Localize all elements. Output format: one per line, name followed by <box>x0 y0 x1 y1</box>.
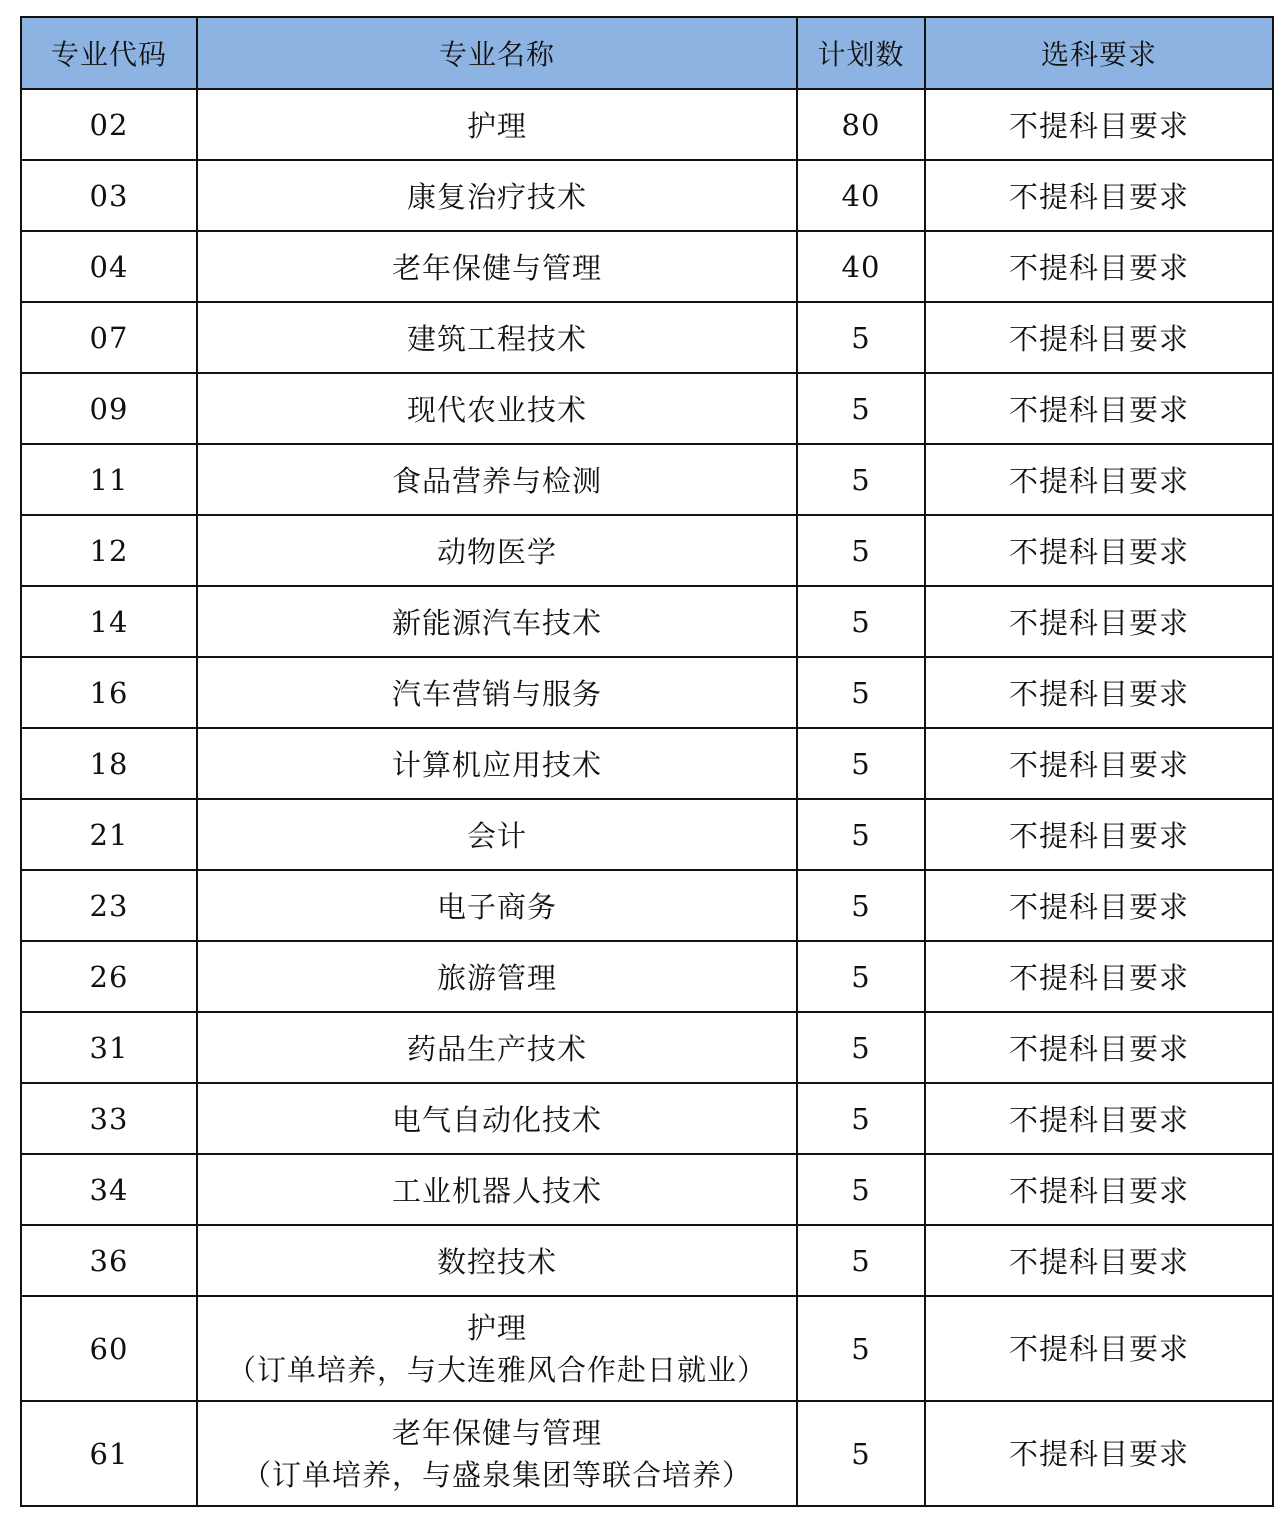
table-row <box>21 1401 1273 1506</box>
major-name: 汽车营销与服务 <box>391 677 602 711</box>
header-major-name: 专业名称 <box>197 17 797 89</box>
major-name: 护理 <box>466 109 527 143</box>
subject-requirement-cell: 不提科目要求 <box>925 373 1273 444</box>
plan-count-cell: 5 <box>797 1083 925 1154</box>
major-code-cell: 60 <box>21 1296 197 1401</box>
major-code-cell: 61 <box>21 1401 197 1506</box>
plan-count-cell: 5 <box>797 515 925 586</box>
table-row <box>21 1083 1273 1154</box>
major-name: 电子商务 <box>436 890 557 924</box>
plan-count-cell: 5 <box>797 444 925 515</box>
subject-requirement-cell: 不提科目要求 <box>925 89 1273 160</box>
enrollment-plan-table-container <box>20 16 1272 1507</box>
major-code-cell: 09 <box>21 373 197 444</box>
major-code-cell: 16 <box>21 657 197 728</box>
table-row <box>21 1012 1273 1083</box>
plan-count-cell: 5 <box>797 1296 925 1401</box>
table-row <box>21 373 1273 444</box>
subject-requirement-cell: 不提科目要求 <box>925 1225 1273 1296</box>
major-name: 现代农业技术 <box>406 393 587 427</box>
table-body <box>21 89 1273 1506</box>
major-code-cell: 02 <box>21 89 197 160</box>
major-code-cell: 21 <box>21 799 197 870</box>
major-name: 电气自动化技术 <box>391 1103 602 1137</box>
table-row <box>21 160 1273 231</box>
table-row <box>21 586 1273 657</box>
subject-requirement-cell: 不提科目要求 <box>925 1401 1273 1506</box>
major-code-cell: 14 <box>21 586 197 657</box>
table-row <box>21 870 1273 941</box>
subject-requirement-cell: 不提科目要求 <box>925 870 1273 941</box>
plan-count-cell: 5 <box>797 870 925 941</box>
major-name-cell <box>197 586 797 657</box>
major-name: 旅游管理 <box>436 961 557 995</box>
major-name-cell <box>197 444 797 515</box>
major-code-cell: 23 <box>21 870 197 941</box>
plan-count-cell: 5 <box>797 586 925 657</box>
enrollment-plan-table <box>20 16 1274 1507</box>
major-code-cell: 07 <box>21 302 197 373</box>
plan-count-cell: 40 <box>797 231 925 302</box>
table-row <box>21 302 1273 373</box>
plan-count-cell: 5 <box>797 373 925 444</box>
major-name-cell <box>197 941 797 1012</box>
major-name-cell <box>197 515 797 586</box>
header-plan-count: 计划数 <box>797 17 925 89</box>
plan-count-cell: 5 <box>797 1401 925 1506</box>
major-code-cell: 34 <box>21 1154 197 1225</box>
major-name-cell <box>197 728 797 799</box>
plan-count-cell: 80 <box>797 89 925 160</box>
major-code-cell: 03 <box>21 160 197 231</box>
major-name-cell <box>197 1083 797 1154</box>
major-name: 老年保健与管理 <box>391 1415 602 1450</box>
major-name-cell <box>197 302 797 373</box>
subject-requirement-cell: 不提科目要求 <box>925 302 1273 373</box>
major-name-cell <box>197 231 797 302</box>
major-name-cell <box>197 657 797 728</box>
table-row <box>21 231 1273 302</box>
major-name-cell <box>197 799 797 870</box>
major-name-cell <box>197 1154 797 1225</box>
plan-count-cell: 5 <box>797 1154 925 1225</box>
major-name: 建筑工程技术 <box>406 322 587 356</box>
major-name: 食品营养与检测 <box>391 464 602 498</box>
subject-requirement-cell: 不提科目要求 <box>925 1296 1273 1401</box>
major-name: 动物医学 <box>436 535 557 569</box>
major-name-note: （订单培养，与大连雅风合作赴日就业） <box>226 1352 767 1387</box>
table-row <box>21 1225 1273 1296</box>
major-name: 数控技术 <box>436 1245 557 1279</box>
subject-requirement-cell: 不提科目要求 <box>925 515 1273 586</box>
plan-count-cell: 5 <box>797 1225 925 1296</box>
plan-count-cell: 5 <box>797 1012 925 1083</box>
major-code-cell: 18 <box>21 728 197 799</box>
subject-requirement-cell: 不提科目要求 <box>925 586 1273 657</box>
table-row <box>21 941 1273 1012</box>
subject-requirement-cell: 不提科目要求 <box>925 728 1273 799</box>
table-row <box>21 657 1273 728</box>
subject-requirement-cell: 不提科目要求 <box>925 1083 1273 1154</box>
major-code-cell: 31 <box>21 1012 197 1083</box>
major-name-cell <box>197 870 797 941</box>
table-row <box>21 1154 1273 1225</box>
major-name: 康复治疗技术 <box>406 180 587 214</box>
subject-requirement-cell: 不提科目要求 <box>925 231 1273 302</box>
plan-count-cell: 5 <box>797 941 925 1012</box>
major-code-cell: 36 <box>21 1225 197 1296</box>
subject-requirement-cell: 不提科目要求 <box>925 160 1273 231</box>
major-code-cell: 12 <box>21 515 197 586</box>
major-code-cell: 04 <box>21 231 197 302</box>
table-row <box>21 799 1273 870</box>
major-name-cell <box>197 1225 797 1296</box>
header-subject-requirement: 选科要求 <box>925 17 1273 89</box>
plan-count-cell: 5 <box>797 799 925 870</box>
major-name: 老年保健与管理 <box>391 251 602 285</box>
table-row <box>21 444 1273 515</box>
plan-count-cell: 5 <box>797 657 925 728</box>
major-name-note: （订单培养，与盛泉集团等联合培养） <box>241 1457 752 1492</box>
subject-requirement-cell: 不提科目要求 <box>925 444 1273 515</box>
plan-count-cell: 5 <box>797 302 925 373</box>
major-name: 工业机器人技术 <box>391 1174 602 1208</box>
major-name-cell <box>197 373 797 444</box>
major-name-cell <box>197 160 797 231</box>
major-name-cell <box>197 1012 797 1083</box>
major-name: 会计 <box>466 819 527 853</box>
major-name: 新能源汽车技术 <box>391 606 602 640</box>
subject-requirement-cell: 不提科目要求 <box>925 1012 1273 1083</box>
subject-requirement-cell: 不提科目要求 <box>925 941 1273 1012</box>
subject-requirement-cell: 不提科目要求 <box>925 657 1273 728</box>
major-name-cell <box>197 1401 797 1506</box>
major-name: 计算机应用技术 <box>391 748 602 782</box>
major-name: 药品生产技术 <box>406 1032 587 1066</box>
major-code-cell: 11 <box>21 444 197 515</box>
table-header <box>21 17 1273 89</box>
major-name: 护理 <box>466 1310 527 1345</box>
major-name-cell <box>197 89 797 160</box>
subject-requirement-cell: 不提科目要求 <box>925 1154 1273 1225</box>
subject-requirement-cell: 不提科目要求 <box>925 799 1273 870</box>
table-row <box>21 728 1273 799</box>
major-code-cell: 26 <box>21 941 197 1012</box>
table-row <box>21 515 1273 586</box>
table-row <box>21 89 1273 160</box>
header-major-code: 专业代码 <box>21 17 197 89</box>
table-row <box>21 1296 1273 1401</box>
major-name-cell <box>197 1296 797 1401</box>
plan-count-cell: 40 <box>797 160 925 231</box>
major-code-cell: 33 <box>21 1083 197 1154</box>
plan-count-cell: 5 <box>797 728 925 799</box>
header-row <box>21 17 1273 89</box>
